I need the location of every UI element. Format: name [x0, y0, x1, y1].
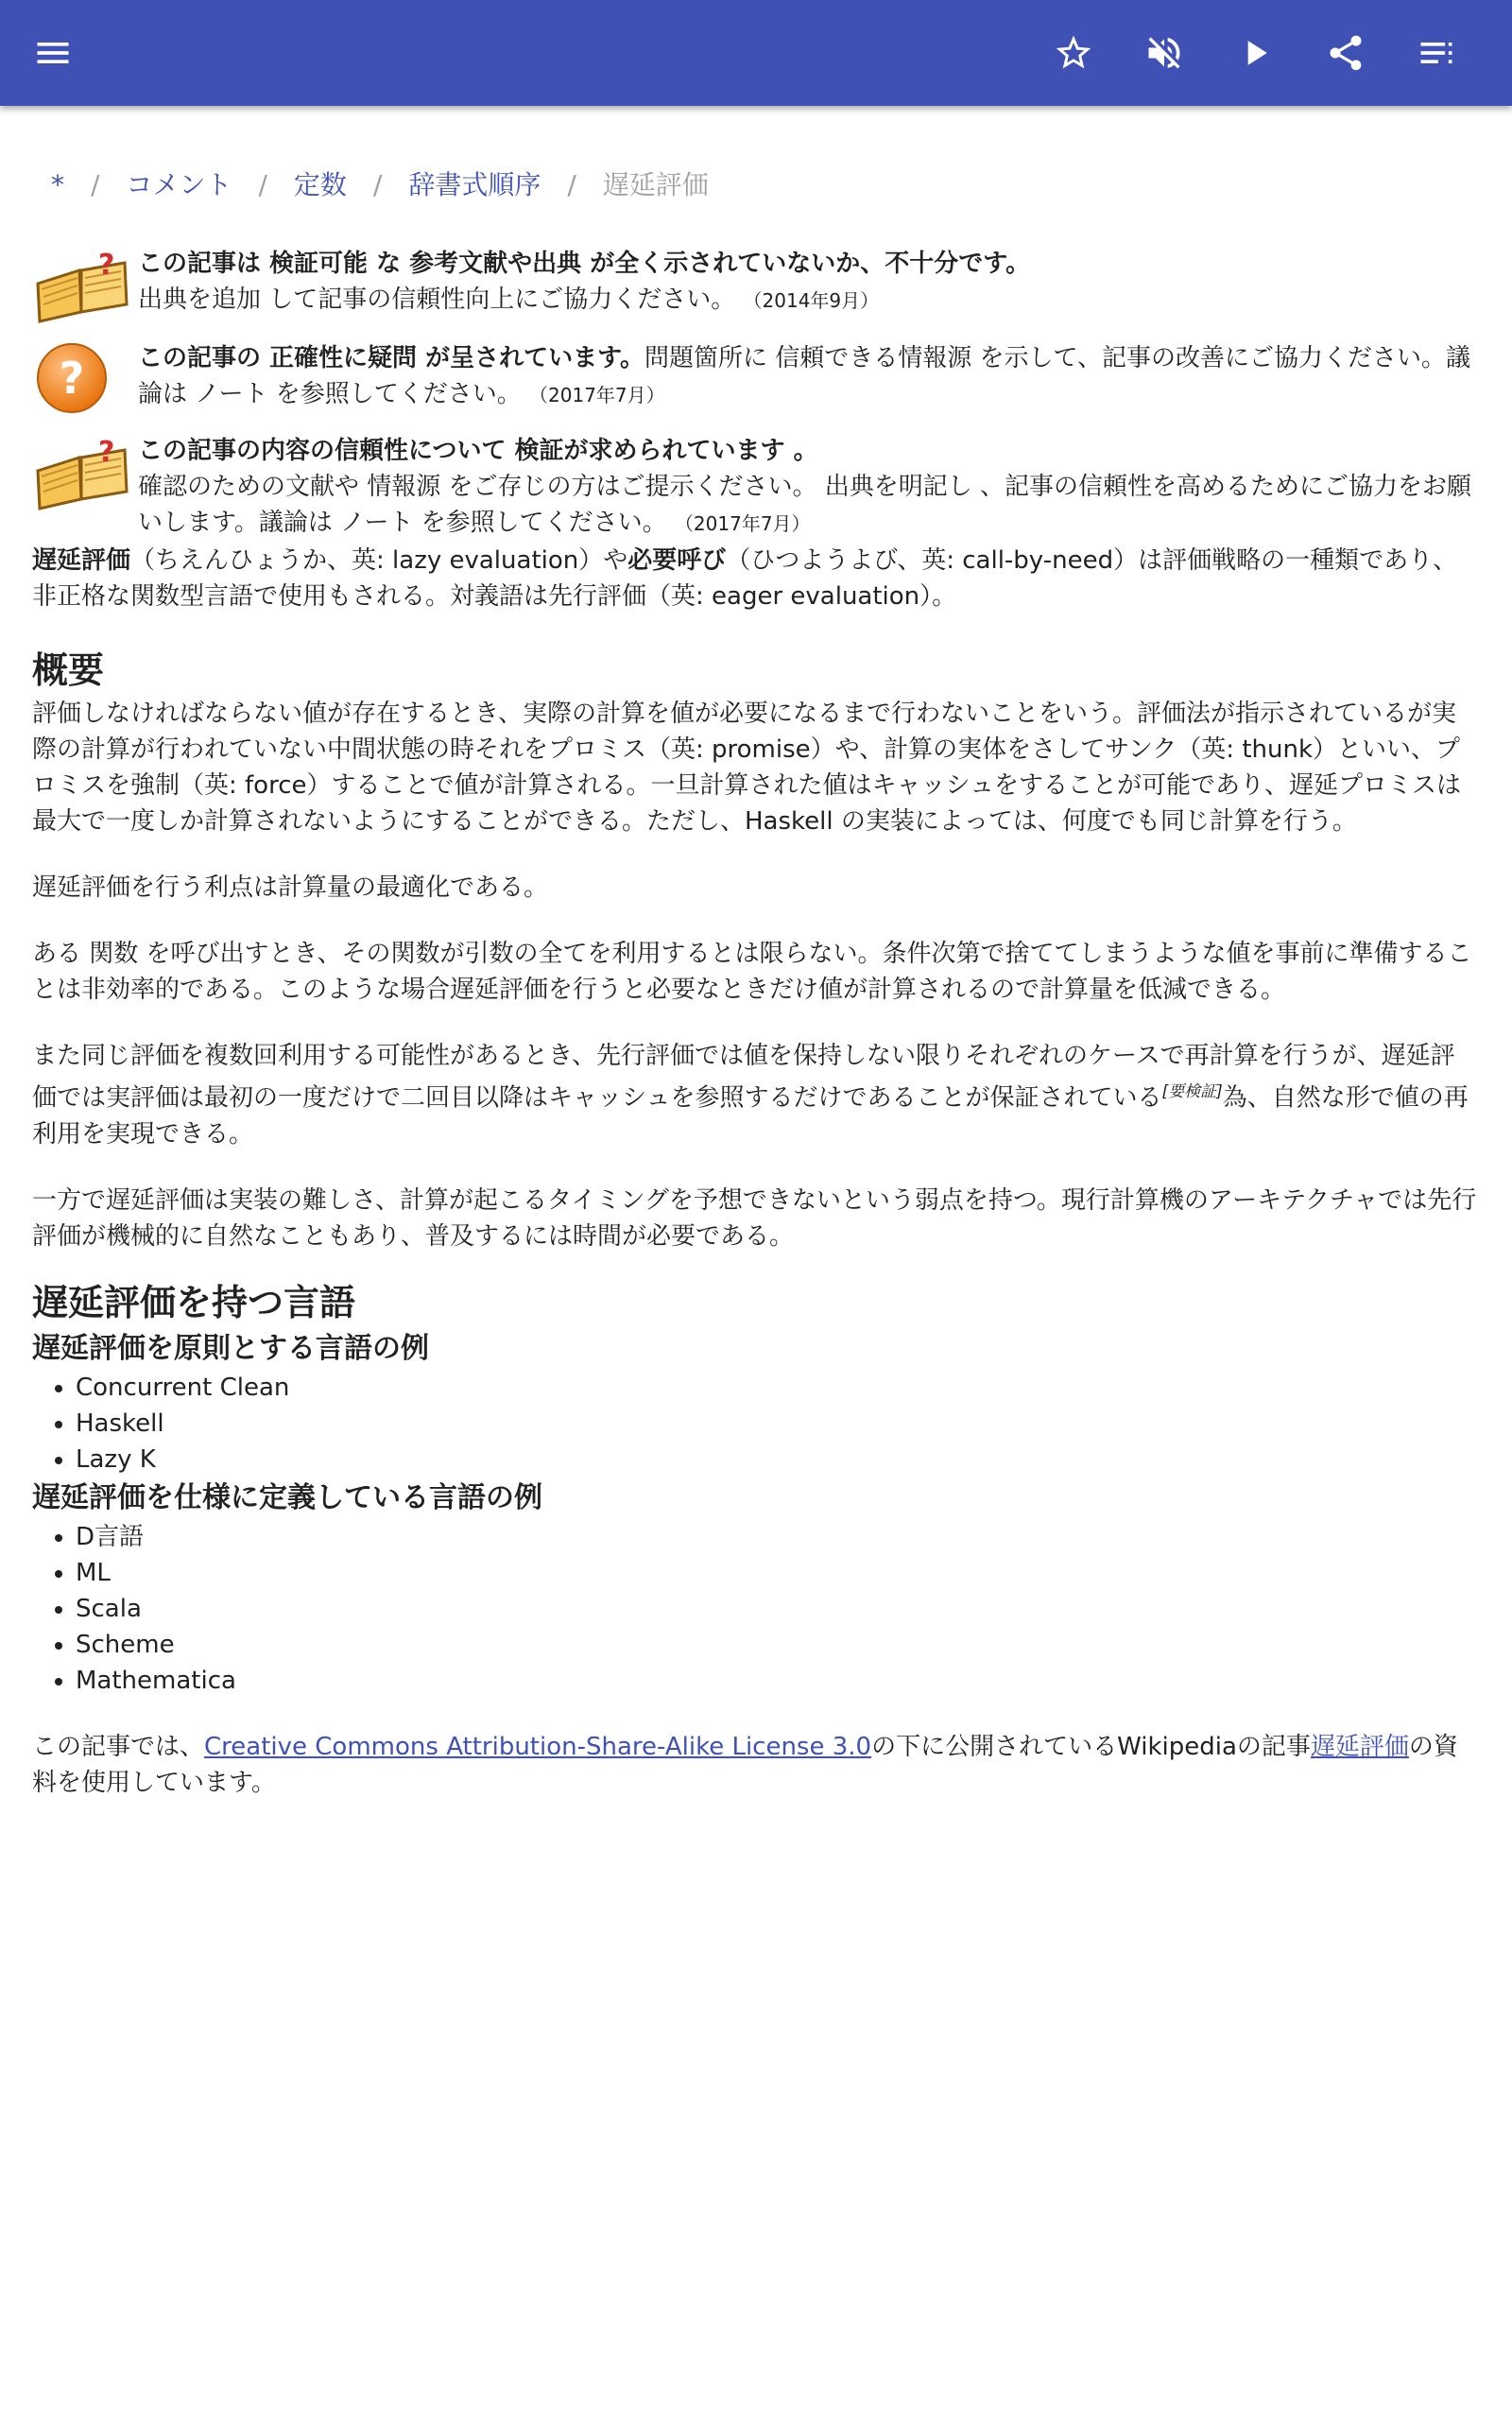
- source-article-link[interactable]: 遅延評価: [1310, 1732, 1409, 1761]
- overview-paragraph-4: [32, 1038, 1478, 1152]
- question-circle-icon: [32, 340, 130, 420]
- breadcrumb-item-comment[interactable]: コメント: [126, 169, 232, 200]
- footer-text-middle: の下に公開されているWikipediaの記事: [871, 1732, 1311, 1761]
- list-item: • Scheme: [76, 1627, 1478, 1663]
- notice-text: [138, 433, 1478, 542]
- breadcrumb-item-home[interactable]: *: [51, 169, 64, 200]
- play-button[interactable]: [1223, 21, 1287, 85]
- breadcrumb-separator: /: [567, 169, 576, 200]
- section-heading-languages: 遅延評価を持つ言語: [32, 1281, 356, 1323]
- notice-title: この記事は 検証可能 な 参考文献や出典 が全く示されていないか、不十分です。: [138, 250, 1031, 278]
- list-item: • Lazy K: [76, 1442, 1478, 1478]
- subheading-lazy-by-default: 遅延評価を原則とする言語の例: [32, 1331, 429, 1365]
- share-button[interactable]: [1314, 21, 1378, 85]
- volume-off-icon: [1143, 32, 1185, 74]
- article-body: [32, 543, 1478, 1831]
- overview-paragraph-1: 評価しなければならない値が存在するとき、実際の計算を値が必要になるまで行わないことをいう。評価法が指示されているが実際の計算が行われていない中間状態の時それをプロミス（英: promise）や、計算の実体をさしてサンク（英: thunk）といい、プロミスを強制（英: force）することで値が計算される。一旦計算された値はキャッシュをすることが可能であり、遅延プロミスは最大で一度しか計算されないようにすることができる。ただし、Haskell の実装によっては、何度でも同じ計算を行う。: [32, 700, 1461, 836]
- notice-date: （2017年7月）: [674, 512, 811, 535]
- subheading-lazy-in-spec: 遅延評価を仕様に定義している言語の例: [32, 1480, 542, 1514]
- list-item: • ML: [76, 1555, 1478, 1591]
- menu-button[interactable]: [21, 21, 85, 85]
- notice-title: この記事の内容の信頼性について 検証が求められています 。: [138, 437, 818, 465]
- overview-paragraph-3: ある 関数 を呼び出すとき、その関数が引数の全てを利用するとは限らない。条件次第で捨ててしまうような値を事前に準備することは非効率的である。このような場合遅延評価を行うと必要なときだけ値が計算されるので計算量を低減できる。: [32, 940, 1472, 1004]
- footer-text-suffix: の資料を使用しています。: [32, 1732, 1458, 1797]
- menu-icon: [32, 32, 74, 74]
- notice-accuracy: [32, 340, 1478, 420]
- playlist-icon: [1416, 32, 1457, 74]
- breadcrumb-separator: /: [372, 169, 383, 200]
- term-lazy-evaluation: 遅延評価: [32, 546, 131, 575]
- notice-title: この記事の 正確性に疑問 が呈されています。: [138, 344, 645, 372]
- language-list-default: [32, 1370, 1478, 1478]
- book-question-icon: [32, 433, 130, 512]
- book-question-icon: [32, 246, 130, 325]
- footer-text-prefix: この記事では、: [32, 1732, 205, 1761]
- section-heading-overview: 概要: [32, 649, 105, 691]
- app-bar: [0, 0, 1512, 106]
- notice-body: 出典を追加 して記事の信頼性向上にご協力ください。: [138, 285, 736, 314]
- notice-sources: [32, 246, 1478, 325]
- contents-button[interactable]: [1404, 21, 1469, 85]
- breadcrumb-current: 遅延評価: [602, 169, 709, 200]
- list-item: • D言語: [76, 1519, 1478, 1555]
- notice-body: 問題箇所に 信頼できる情報源 を示して、記事の改善にご協力ください。議論は ノート を参照してください。: [138, 344, 1471, 408]
- breadcrumb-separator: /: [91, 169, 100, 200]
- list-item: • Concurrent Clean: [76, 1370, 1478, 1406]
- license-link[interactable]: Creative Commons Attribution-Share-Alike License 3.0: [204, 1732, 872, 1761]
- notice-date: （2017年7月）: [529, 384, 665, 406]
- share-icon: [1325, 32, 1366, 74]
- svg-text:?: ?: [59, 353, 85, 404]
- notice-verification: [32, 433, 1478, 537]
- overview-paragraph-5: 一方で遅延評価は実装の難しさ、計算が起こるタイミングを予想できないという弱点を持つ。現行計算機のアーキテクチャでは先行評価が機械的に自然なこともあり、普及するには時間が必要である。: [32, 1185, 1477, 1251]
- list-item: • Scala: [76, 1591, 1478, 1627]
- star-outline-icon: [1053, 32, 1094, 74]
- breadcrumb: [51, 166, 709, 204]
- term-call-by-need: 必要呼び: [627, 546, 727, 575]
- notice-text: [138, 246, 1478, 319]
- list-item: • Mathematica: [76, 1663, 1478, 1699]
- breadcrumb-item-constant[interactable]: 定数: [293, 169, 347, 200]
- intro-text-2: （ひつようよび、英: call-by-need）は評価戦略の一種類であり、非正格な関数型言語で使用もされる。対義語は先行評価（英: eager evaluation）。: [32, 546, 1458, 611]
- citation-needed[interactable]: [要検証]: [1161, 1082, 1223, 1101]
- svg-text:?: ?: [98, 436, 115, 469]
- list-item: • Haskell: [76, 1406, 1478, 1442]
- notice-body: 確認のための文献や 情報源 をご存じの方はご提示ください。 出典を明記し 、記事の信頼性を高めるためにご協力をお願いします。議論は ノート を参照してください。: [138, 473, 1472, 537]
- license-footer: [32, 1729, 1478, 1801]
- language-list-spec: [32, 1519, 1478, 1699]
- intro-text-1: （ちえんひょうか、英: lazy evaluation）や: [130, 546, 628, 575]
- breadcrumb-item-lexicographic-order[interactable]: 辞書式順序: [408, 169, 541, 200]
- svg-text:?: ?: [98, 249, 115, 282]
- overview-paragraph-4-end: 為、自然な形で値の再利用を実現できる。: [32, 1083, 1469, 1149]
- breadcrumb-separator: /: [258, 169, 267, 200]
- notice-date: （2014年9月）: [743, 289, 880, 312]
- notice-text: [138, 340, 1478, 413]
- play-icon: [1234, 32, 1276, 74]
- intro-paragraph: [32, 543, 1478, 614]
- mute-button[interactable]: [1132, 21, 1196, 85]
- overview-paragraph-4-text: また同じ評価を複数回利用する可能性があるとき、先行評価では値を保持しない限りそれぞれのケースで再計算を行うが、遅延評価では実評価は最初の一度だけで二回目以降はキャッシュを参照するだけであることが保証されている: [32, 1042, 1455, 1113]
- bookmark-button[interactable]: [1041, 21, 1106, 85]
- overview-paragraph-2: 遅延評価を行う利点は計算量の最適化である。: [32, 873, 549, 902]
